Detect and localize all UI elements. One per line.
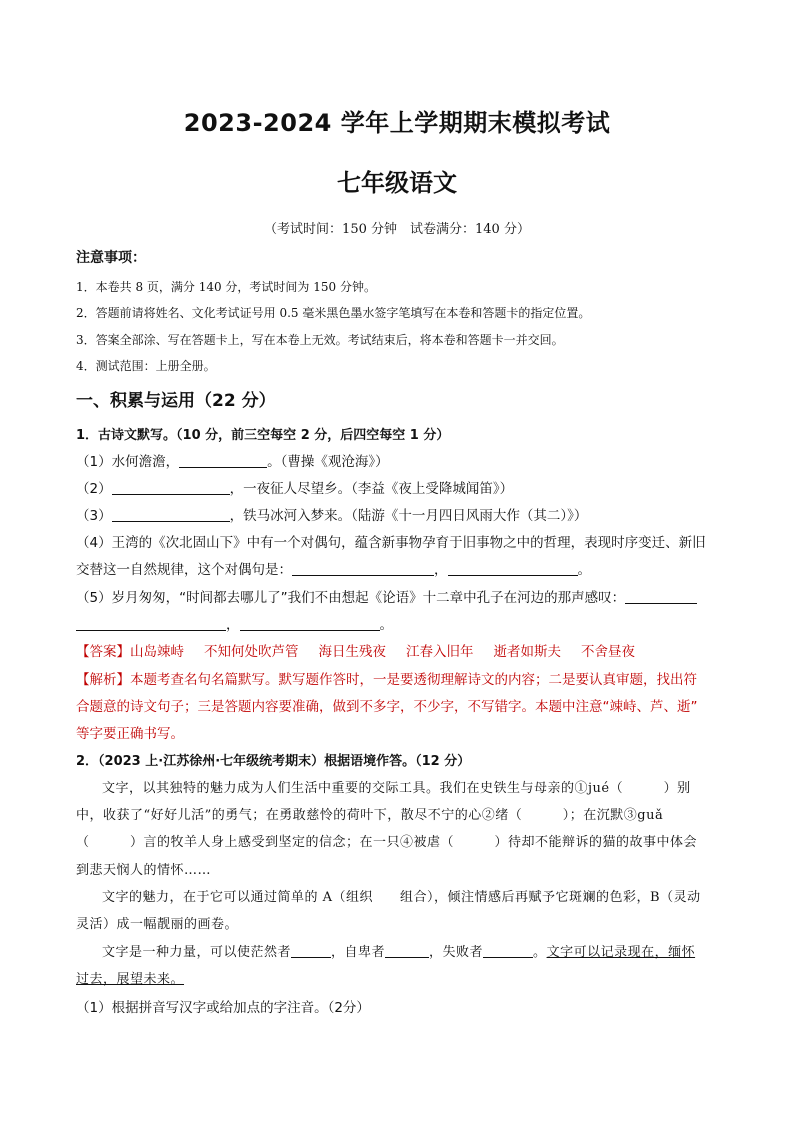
answer-blank[interactable]	[292, 561, 434, 576]
answer-item: 逝者如斯夫	[493, 644, 561, 660]
answer-blank[interactable]	[240, 616, 380, 631]
answer-blank[interactable]	[385, 943, 429, 958]
answer-blank[interactable]	[112, 507, 230, 522]
section-title: 一、积累与运用（22 分）	[76, 391, 276, 411]
q1-line-4a: （4）王湾的《次北固山下》中有一个对偶句，蕴含新事物孕育于旧事物之中的哲理，表现时序变迁、新旧	[76, 535, 706, 551]
answer-blank[interactable]	[112, 480, 230, 495]
q2-para-1d: 到悲天悯人的情怀……	[76, 863, 212, 878]
answer-blank[interactable]	[625, 589, 697, 604]
underlined-text: 文字可以记录现在，缅怀	[546, 945, 696, 960]
answer-item: 不舍昼夜	[581, 644, 635, 660]
analysis-line-3: 等字要正确书写。	[76, 726, 184, 742]
answer-item: 不知何处吹芦管	[204, 644, 299, 660]
q2-para-2a: 文字的魅力，在于它可以通过简单的 A（组织 组合），倾注情感后再赋予它斑斓的色彩，B（灵动	[102, 890, 701, 905]
answer-label: 【答案】	[76, 644, 130, 660]
q2-subquestion-1: （1）根据拼音写汉字或给加点的字注音。（2分）	[76, 1000, 370, 1016]
q1-line-2: （2） ，一夜征人尽望乡。（李益《夜上受降城闻笛》）	[76, 481, 514, 497]
q2-para-2b: 灵活）成一幅靓丽的画卷。	[76, 917, 239, 932]
answer-blank[interactable]	[483, 943, 533, 958]
notice-item-3: 3．答案全部涂、写在答题卡上，写在本卷上无效。考试结束后，将本卷和答题卡一并交回。	[76, 333, 564, 347]
question-2-title: 2．（2023 上·江苏徐州·七年级统考期末）根据语境作答。（12 分）	[76, 754, 471, 769]
answer-blank[interactable]	[448, 561, 578, 576]
exam-info: （考试时间：150 分钟 试卷满分：140 分）	[264, 222, 530, 237]
analysis-label: 【解析】	[76, 672, 130, 688]
q1-line-4b: 交替这一自然规律，这个对偶句是： ， 。	[76, 562, 591, 578]
q2-para-1a: 文字，以其独特的魅力成为人们生活中重要的交际工具。我们在史铁生与母亲的①jué（ ）别	[102, 781, 691, 796]
answer-blank[interactable]	[76, 616, 226, 631]
q1-line-5a: （5）岁月匆匆，“时间都去哪儿了”我们不由想起《论语》十二章中孔子在河边的那声感叹：	[76, 586, 697, 606]
analysis-line-2: 合题意的诗文句子；三是答题内容要准确，做到不多字，不少字，不写错字。本题中注意“竦峙、芦、逝”	[76, 699, 698, 715]
q1-line-3: （3） ，铁马冰河入梦来。（陆游《十一月四日风雨大作（其二）》）	[76, 508, 588, 524]
notice-item-4: 4．测试范围：上册全册。	[76, 359, 216, 373]
answer-blank[interactable]	[179, 453, 267, 468]
q2-para-3b	[76, 968, 184, 987]
answer-item: 山岛竦峙	[130, 644, 184, 660]
exam-subject: 七年级语文	[337, 169, 457, 197]
question-1-title: 1．古诗文默写。（10 分，前三空每空 2 分，后四空每空 1 分）	[76, 428, 450, 443]
notice-item-2: 2．答题前请将姓名、文化考试证号用 0.5 毫米黑色墨水签字笔填写在本卷和答题卡的指定位置。	[76, 306, 591, 320]
exam-title: 2023-2024 学年上学期期末模拟考试	[183, 109, 611, 137]
answer-item: 海日生残夜	[318, 644, 386, 660]
underlined-text: 过去，展望未来。	[76, 972, 185, 987]
q2-para-1b: 中，收获了“好好儿活”的勇气；在勇敢慈怜的荷叶下，散尽不宁的心②绪（ ）；在沉默③guǎ	[76, 808, 664, 823]
q1-line-1: （1）水何澹澹， 。（曹操《观沧海》）	[76, 454, 389, 470]
answer-item: 江春入旧年	[406, 644, 474, 660]
q2-para-1c: （ ）言的牧羊人身上感受到坚定的信念；在一只④被虐（ ）待却不能辩诉的猫的故事中体会	[76, 835, 698, 850]
notice-item-1: 1．本卷共 8 页，满分 140 分，考试时间为 150 分钟。	[76, 280, 376, 294]
analysis-line-1: 【解析】本题考查名句名篇默写。默写题作答时，一是要透彻理解诗文的内容；二是要认真审题，找出符	[76, 672, 697, 688]
notice-title: 注意事项：	[76, 250, 146, 266]
q2-para-3a: 文字是一种力量，可以使茫然者 ，自卑者 ，失败者 。文字可以记录现在，缅怀	[102, 945, 696, 960]
answer-line	[76, 640, 655, 660]
answer-blank[interactable]	[291, 943, 331, 958]
q1-line-5b: ， 。	[76, 613, 393, 633]
